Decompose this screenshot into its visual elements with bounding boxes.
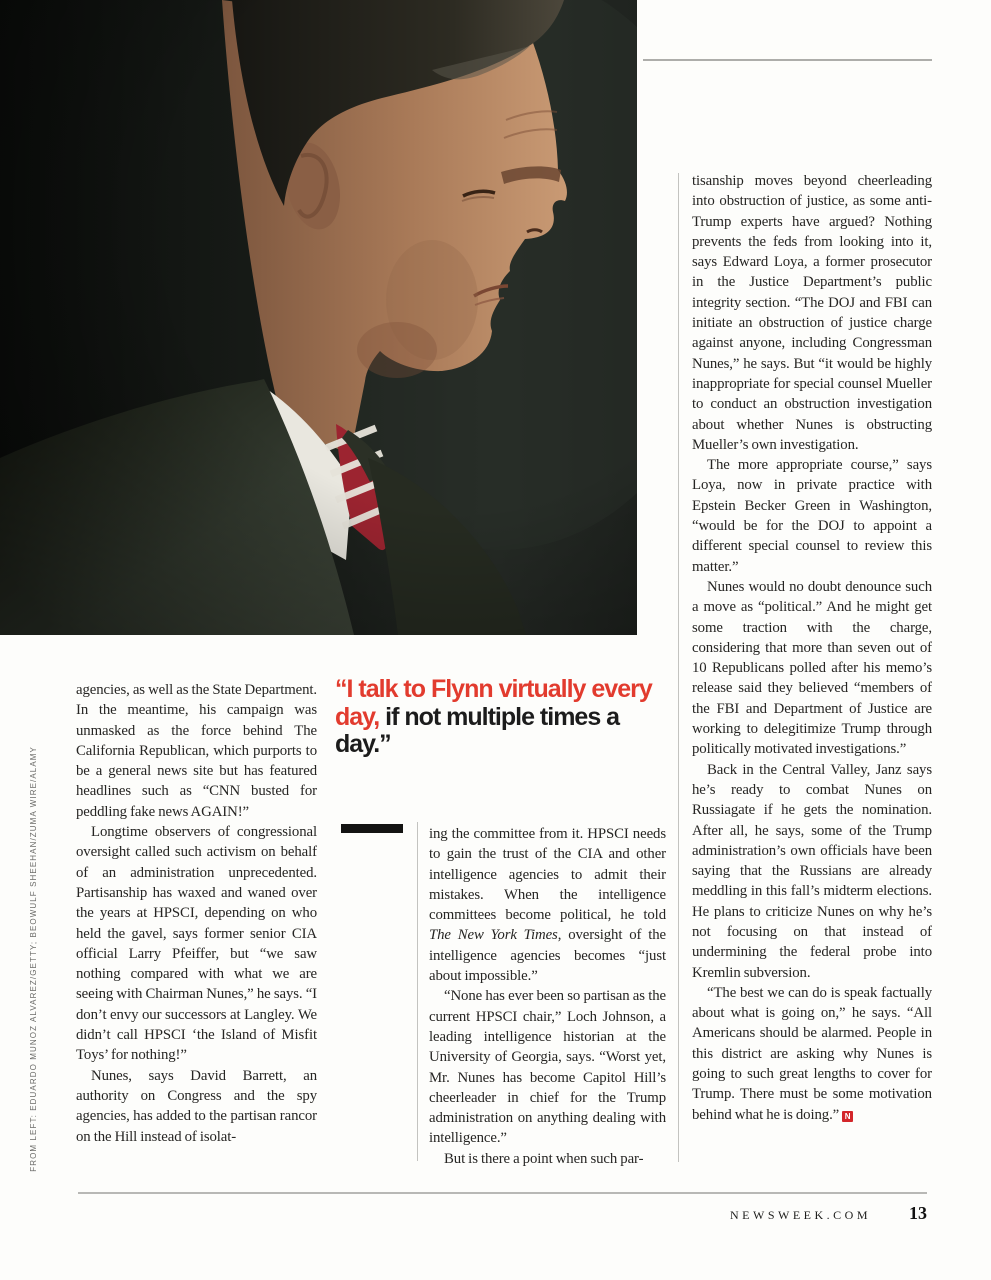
middle-column: [429, 824, 666, 1172]
photo-credit: [25, 737, 41, 1180]
body-paragraph: “None has ever been so partisan as the current HPSCI chair,” Loch Johnson, a leading intelligence historian at the University of Georgia, says. “Worst yet, Mr. Nunes has become Capitol Hill’s cheerleader in chief for the Trump administration on anything dealing with intelligence.”: [429, 988, 666, 1147]
right-column: [692, 171, 932, 1171]
body-paragraph: tisanship moves beyond cheerleading into obstruction of justice, as some anti-Trump experts have argued? Nothing prevents the feds from looking into it, says Edward Loya, a former prosecutor in the Justice Department’s public integrity section. “The DOJ and FBI can initiate an obstruction of justice charge against anyone, including Congressman Nunes,” he says. But “it would be highly inappropriate for special counsel Mueller to conduct an obstruction investigation about whether Nunes is obstructing Mueller’s own investigation.: [692, 173, 932, 453]
paragraph-text: “The best we can do is speak factually about what is going on,” he says. “All Americans should be alarmed. People in this district are asking why Nunes is going to such great lengths to cover for Trump. There must be some motivation behind what he is doing.”: [692, 984, 932, 1123]
body-paragraph: Nunes would no doubt denounce such a move as “political.” And he might get some traction with the charge, considering that more than seven out of 10 Republicans polled after his memo’s release said they believed “members of the FBI and Department of Justice are working to delegitimize Trump through politically motivated investigations.”: [692, 578, 932, 758]
body-paragraph: The more appropriate course,” says Loya, now in private practice with Epstein Becker Green in Washington, “would be for the DOJ to appoint a different special counsel to review this matter.”: [692, 457, 932, 575]
page-number: 13: [909, 1203, 927, 1223]
body-paragraph: Longtime observers of congressional oversight called such activism on behalf of an administration unprecedented. Partisanship has waxed and waned over the years at HPSCI, depending on who held the gavel, says former senior CIA official Larry Pfeiffer, but “we saw nothing compared with what we are seeing with Chairman Nunes,” he says. “I don’t envy our successors at Langley. We didn’t call HPSCI ‘the Island of Misfit Toys’ for nothing!”: [76, 824, 317, 1064]
site-label: NEWSWEEK.COM: [730, 1208, 871, 1222]
publication-title: The New York Times: [429, 927, 558, 944]
body-paragraph: But is there a point when such par-: [444, 1150, 644, 1167]
flynn-profile-photo: [0, 0, 637, 635]
pull-quote-black-text: if not multiple times a day.”: [335, 702, 620, 758]
body-paragraph: [429, 824, 666, 986]
body-paragraph: Back in the Central Valley, Janz says he’s ready to combat Nunes on Russiagate if he gets the nomination. After all, he says, some of the Trump administration’s own officials have been saying that the Russians are already meddling in this fall’s midterm elections. He plans to criticize Nunes on why he’s not focusing on that instead of undermining the federal probe into Kremlin subversion.: [692, 761, 932, 981]
body-paragraph: [692, 983, 932, 1125]
photo-credit-text: FROM LEFT: EDUARDO MUNOZ ALVAREZ/GETTY; BEOWULF SHEEHAN/ZUMA WIRE/ALAMY: [28, 745, 38, 1172]
body-paragraph: Nunes, says David Barrett, an authority on Congress and the spy agencies, has added to the partisan rancor on the Hill instead of isolat-: [76, 1067, 317, 1145]
left-column: [76, 680, 317, 1172]
pull-quote: [335, 676, 669, 759]
footer: [78, 1203, 927, 1224]
photo-illustration: [0, 0, 637, 635]
paragraph-text: ing the committee from it. HPSCI needs to gain the trust of the CIA and other intelligence agencies to admit their mistakes. When the intelligence committees become political, he told: [429, 826, 666, 924]
footer-rule: [78, 1192, 927, 1194]
middle-column-divider: [417, 822, 418, 1161]
right-column-divider: [678, 173, 679, 1162]
newsweek-endmark-icon: N: [842, 1111, 853, 1122]
top-right-rule: [643, 59, 932, 61]
body-paragraph: agencies, as well as the State Department. In the meantime, his campaign was unmasked as the force behind The California Republican, which purports to be a general news site but has featured headlines such as “CNN busted for peddling fake news AGAIN!”: [76, 682, 317, 820]
paragraph-text: , oversight of the intelligence agencies becomes “just about impossible.”: [429, 927, 666, 985]
pull-quote-red-text: “I talk to Flynn virtually every day,: [335, 675, 652, 731]
section-bar: [341, 824, 403, 833]
